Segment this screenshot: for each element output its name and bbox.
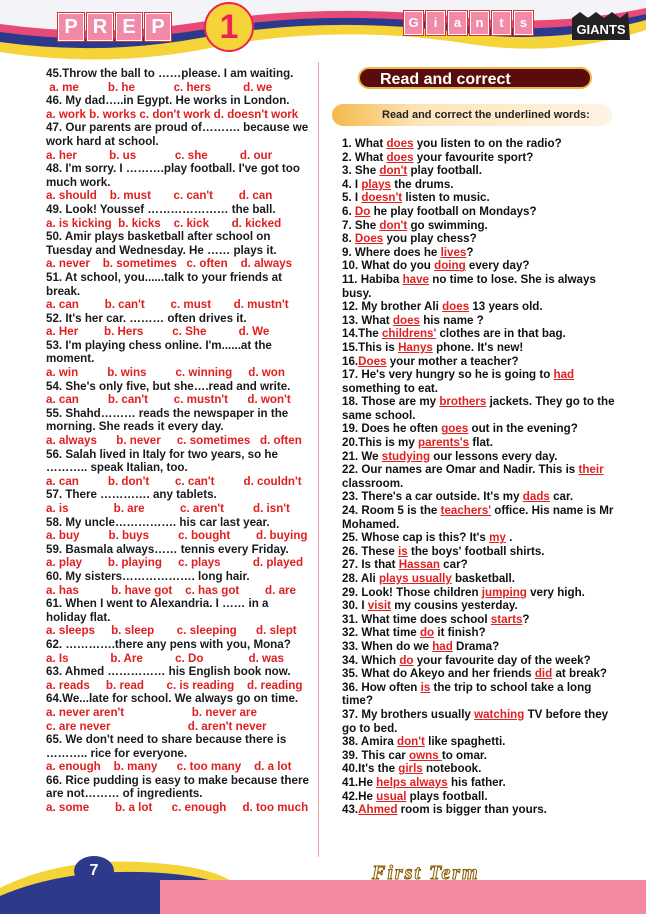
item-text: out in the evening? [468, 422, 578, 436]
underlined-word: starts [490, 612, 523, 626]
giants-logo [568, 10, 634, 46]
item-text: the drums. [391, 177, 454, 191]
question-text: 53. I'm playing chess online. I'm......at the moment. [46, 338, 272, 366]
answer-options: a. Is b. Are c. Do d. was [46, 651, 284, 665]
answer-options: a. never b. sometimes c. often d. always [46, 257, 293, 271]
correction-item [342, 422, 620, 436]
page-header [0, 0, 646, 60]
underlined-word: Does [358, 354, 387, 368]
question-text: 46. My dad…..in Egypt. He works in London. [46, 94, 290, 108]
underlined-word: usual [376, 789, 407, 803]
item-text: you play chess? [383, 232, 477, 246]
item-text: ? [522, 612, 530, 626]
item-text: jackets. They go to the same school. [342, 395, 615, 422]
underlined-word: parents's [418, 436, 470, 450]
answer-options: a. is b. are c. aren't d. isn't [46, 502, 290, 515]
answer-options: a. can b. can't c. must d. mustn't [46, 298, 289, 312]
underlined-word: Hanys [398, 340, 433, 354]
item-text: 8. [342, 232, 355, 246]
item-text: office. His name is Mr Mohamed. [342, 504, 614, 531]
correction-item [342, 178, 620, 192]
correction-item [342, 259, 620, 273]
answer-options: a. reads b. read c. is reading d. reading [46, 678, 303, 692]
item-text: Drama? [452, 639, 500, 653]
item-text: 15.This is [342, 340, 399, 354]
correction-item [342, 314, 620, 328]
item-text: 5. I [342, 191, 362, 205]
question-text: 63. Ahmed …………… his English book now. [46, 665, 291, 679]
item-text: 12. My brother Ali [342, 300, 443, 314]
answer-options: a. some b. a lot c. enough d. too much [46, 801, 309, 815]
item-text: 40.It's the [342, 762, 399, 776]
correction-item [342, 708, 620, 735]
correction-item [342, 545, 620, 559]
item-text: 2. What [342, 150, 387, 164]
question-text: 51. At school, you......talk to your friends at break. [46, 270, 282, 298]
correction-item [342, 232, 620, 246]
correction-item [342, 803, 620, 817]
item-text: notebook. [422, 762, 482, 776]
question-text: 62. ………….there any pens with you, Mona? [46, 637, 291, 651]
item-text: 28. Ali [342, 572, 379, 585]
underlined-word: is [398, 544, 408, 558]
correction-item [342, 300, 620, 314]
answer-options: a. can b. don't c. can't d. couldn't [46, 474, 302, 488]
correction-list [342, 137, 620, 817]
correction-item [342, 626, 620, 640]
correction-item [342, 137, 620, 151]
question-text: 60. My sisters………………. long hair. [46, 569, 250, 583]
correction-item [342, 205, 620, 219]
underlined-word: does [386, 150, 414, 164]
question-text: 50. Amir plays basketball after school on Tuesday and Wednesday. He …… plays it. [46, 230, 277, 257]
underlined-word: have [402, 272, 430, 286]
item-text: 13 years old. [469, 300, 543, 314]
answer-options: a. buy b. buys c. bought d. buying [46, 529, 308, 543]
grade-badge: 1 [204, 2, 254, 52]
answer-options: a. enough b. many c. too many d. a lot [46, 760, 292, 774]
answer-options: a. play b. playing c. plays d. played [46, 556, 304, 570]
correction-item [342, 735, 620, 749]
item-text: 16. [342, 354, 359, 368]
underlined-word: childrens' [381, 327, 437, 341]
item-text: 41.He [342, 775, 377, 789]
instruction-label: Read and correct the underlined words: [332, 104, 612, 126]
item-text: 6. [342, 204, 355, 218]
item-text: 4. I [342, 177, 362, 191]
underlined-word: visit [367, 599, 391, 613]
answer-options: a. work b. works c. don't work d. doesn't work [46, 107, 299, 121]
item-text: to omar. [441, 748, 487, 762]
correction-item [342, 762, 620, 776]
answer-options: a. should b. must c. can't d. can [46, 189, 273, 203]
item-text: it finish? [434, 626, 486, 640]
giants-letter: n [470, 11, 489, 35]
item-text: 43. [342, 803, 359, 817]
correction-item [342, 558, 620, 572]
underlined-word: brothers [439, 395, 487, 409]
item-text: 17. He's very hungry so he is going to [342, 368, 554, 382]
underlined-word: don't [379, 164, 408, 178]
underlined-word: watching [474, 707, 525, 721]
question-text: 56. Salah lived in Italy for two years, so he ……….. speak Italian, too. [46, 447, 278, 475]
item-text: play football. [407, 164, 482, 178]
underlined-word: don't [397, 735, 425, 749]
item-text: 24. Room 5 is the [342, 504, 441, 518]
item-text: 21. We [342, 449, 382, 463]
underlined-word: is [420, 680, 431, 694]
underlined-word: owns [409, 748, 442, 762]
correction-item [342, 776, 620, 790]
underlined-word: does [442, 300, 470, 314]
correction-item [342, 749, 620, 763]
answer-options: a. has b. have got c. has got d. are [46, 583, 296, 597]
underlined-word: do [419, 626, 435, 640]
correction-item [342, 790, 620, 804]
question-text: 48. I'm sorry. I ……….play football. I've got too much work. [46, 162, 300, 189]
item-text: 30. I [342, 599, 368, 613]
underlined-word: do [399, 653, 414, 667]
svg-text:GIANTS: GIANTS [576, 22, 626, 37]
item-text: very high. [526, 585, 585, 599]
correction-item [342, 341, 620, 355]
section-banner: Read and correct [358, 67, 592, 89]
question-text: 66. Rice pudding is easy to make because there are not……… of ingredients. [46, 773, 309, 801]
question-text: 65. We don't need to share because there is ……….. rice for everyone. [46, 733, 287, 760]
correction-item [342, 599, 620, 613]
correction-item [342, 355, 620, 369]
item-text: classroom. [342, 476, 404, 490]
underlined-word: does [392, 313, 420, 327]
underlined-word: dads [522, 490, 550, 504]
underlined-word: had [432, 639, 453, 653]
item-text: 11. Habiba [342, 272, 403, 286]
item-text: basketball. [451, 572, 515, 585]
item-text: no time to lose. She is always busy. [342, 272, 596, 300]
prep-letter: P [58, 13, 84, 41]
underlined-word: Hassan [398, 558, 440, 572]
correction-item [342, 640, 620, 654]
item-text: ? [466, 245, 474, 259]
answer-options: a. always b. never c. sometimes d. often [46, 434, 302, 448]
giants-letter: i [426, 11, 445, 35]
giants-letter: t [492, 11, 511, 35]
item-text: his name ? [419, 313, 484, 327]
item-text: 3. She [342, 164, 380, 178]
item-text: 18. Those are my [342, 395, 440, 409]
underlined-word: their [578, 463, 604, 477]
answer-options: a. sleeps b. sleep c. sleeping d. slept [46, 624, 297, 638]
underlined-word: did [534, 667, 553, 681]
item-text: clothes are in that bag. [436, 327, 566, 341]
correction-item [342, 586, 620, 600]
answer-options: a. is kicking b. kicks c. kick d. kicked [46, 216, 282, 230]
mcq-column [46, 67, 312, 815]
item-text: car. [549, 490, 574, 504]
page-number: 7 [74, 856, 114, 886]
item-text: TV before they go to bed. [342, 707, 609, 735]
item-text: 37. My brothers usually [342, 707, 475, 721]
item-text: 23. There's a car outside. It's my [342, 490, 523, 504]
item-text: you listen to on the radio? [413, 137, 562, 150]
item-text: 32. What time [342, 626, 420, 640]
item-text: car? [439, 558, 468, 572]
item-text: 26. These [342, 544, 399, 558]
item-text: 39. This car [342, 748, 410, 762]
underlined-word: doesn't [361, 191, 403, 205]
answer-options: a. win b. wins c. winning d. won [46, 366, 285, 380]
item-text: listen to music. [402, 191, 490, 205]
item-text: your mother a teacher? [386, 354, 519, 368]
item-text: your favourite sport? [413, 150, 534, 164]
item-text: go swimming. [407, 218, 488, 232]
underlined-word: Ahmed [358, 803, 398, 817]
item-text: 9. Where does he [342, 245, 441, 259]
correction-item [342, 463, 620, 490]
prep-letter: P [145, 13, 171, 41]
correction-item [342, 504, 620, 531]
item-text: 1. What [342, 137, 387, 150]
item-text: 29. Look! Those children [342, 585, 482, 599]
item-text: 20.This is my [342, 436, 419, 450]
item-text: 36. How often [342, 680, 421, 694]
item-text: my cousins yesterday. [390, 599, 518, 613]
item-text: flat. [469, 436, 493, 450]
correction-item [342, 436, 620, 450]
correction-item [342, 164, 620, 178]
item-text: 7. She [342, 218, 380, 232]
item-text: 33. When do we [342, 639, 433, 653]
correction-item [342, 191, 620, 205]
correction-item [342, 613, 620, 627]
item-text: 34. Which [342, 653, 400, 667]
answer-options: a. Her b. Hers c. She d. We [46, 325, 270, 339]
underlined-word: does [386, 137, 414, 150]
correction-item [342, 219, 620, 233]
item-text: 38. Amira [342, 735, 397, 749]
underlined-word: teachers' [440, 504, 492, 518]
column-divider [318, 62, 319, 857]
item-text: plays football. [406, 789, 488, 803]
underlined-word: jumping [481, 585, 527, 599]
prep-letter: R [87, 13, 113, 41]
correction-item [342, 151, 620, 165]
item-text: something to eat. [342, 381, 438, 395]
question-text: 61. When I went to Alexandria. I …… in a holiday flat. [46, 597, 269, 624]
item-text: phone. It's new! [432, 340, 524, 354]
underlined-word: plays [361, 177, 391, 191]
correction-item [342, 327, 620, 341]
item-text: 35. What do Akeyo and her friends [342, 667, 535, 681]
item-text: every day? [465, 259, 530, 273]
answer-options: a. her b. us c. she d. our [46, 148, 273, 162]
underlined-word: had [553, 368, 575, 382]
underlined-word: doing [434, 259, 466, 273]
correction-item [342, 572, 620, 586]
item-text: the boys' football shirts. [407, 544, 545, 558]
underlined-word: plays usually [378, 572, 452, 585]
item-text: 14.The [342, 327, 382, 341]
item-text: . [505, 531, 513, 545]
correction-item [342, 450, 620, 464]
item-text: 31. What time does school [342, 612, 491, 626]
answer-options: a. never aren't b. never are c. are never d. aren't never [46, 705, 267, 733]
correction-item [342, 681, 620, 708]
item-text: 27. Is that [342, 558, 399, 572]
question-text: 49. Look! Youssef ………………… the ball. [46, 202, 276, 216]
underlined-word: helps always [376, 775, 448, 789]
correction-item [342, 246, 620, 260]
item-text: 25. Whose cap is this? It's [342, 531, 490, 545]
answer-options: a. can b. can't c. mustn't d. won't [46, 393, 291, 407]
question-text: 54. She's only five, but she….read and write. [46, 379, 291, 393]
item-text: he play football on Mondays? [370, 204, 537, 218]
item-text: his father. [447, 775, 506, 789]
item-text: 13. What [342, 313, 393, 327]
question-text: 64.We...late for school. We always go on time. [46, 692, 299, 706]
question-text: 58. My uncle……………. his car last year. [46, 515, 270, 529]
term-label: First Term [372, 862, 480, 884]
correction-item [342, 368, 620, 395]
underlined-word: girls [398, 762, 423, 776]
question-text: 45.Throw the ball to ……please. I am waiting. [46, 67, 294, 80]
underlined-word: don't [379, 218, 408, 232]
underlined-word: goes [441, 422, 469, 436]
question-text: 59. Basmala always…… tennis every Friday. [46, 542, 289, 556]
underlined-word: studying [381, 449, 431, 463]
correction-item [342, 654, 620, 668]
giants-letter: a [448, 11, 467, 35]
underlined-word: my [489, 531, 506, 545]
item-text: at break? [552, 667, 608, 681]
item-text: your favourite day of the week? [413, 653, 591, 667]
giants-letter: s [514, 11, 533, 35]
prep-letter: E [116, 13, 142, 41]
item-text: 22. Our names are Omar and Nadir. This is [342, 463, 579, 477]
question-text: 52. It's her car. ……… often drives it. [46, 311, 247, 325]
correction-item [342, 395, 620, 422]
correction-item [342, 667, 620, 681]
item-text: room is bigger than yours. [397, 803, 547, 817]
correction-item [342, 273, 620, 300]
correction-item [342, 490, 620, 504]
giants-letter: G [404, 11, 423, 35]
underlined-word: lives [440, 245, 467, 259]
item-text: our lessons every day. [430, 449, 558, 463]
correction-item [342, 531, 620, 545]
question-text: 57. There …………. any tablets. [46, 488, 217, 502]
item-text: like spaghetti. [424, 735, 506, 749]
item-text: 19. Does he often [342, 422, 442, 436]
item-text: 42.He [342, 789, 377, 803]
item-text: the trip to school take a long time? [342, 680, 592, 708]
answer-options: a. me b. he c. hers d. we [46, 80, 273, 94]
question-text: 55. Shahd……… reads the newspaper in the morning. She reads it every day. [46, 406, 289, 434]
underlined-word: Does [354, 232, 384, 246]
item-text: 10. What do you [342, 259, 435, 273]
question-text: 47. Our parents are proud of………. because we work hard at school. [46, 121, 309, 148]
underlined-word: Do [354, 204, 371, 218]
